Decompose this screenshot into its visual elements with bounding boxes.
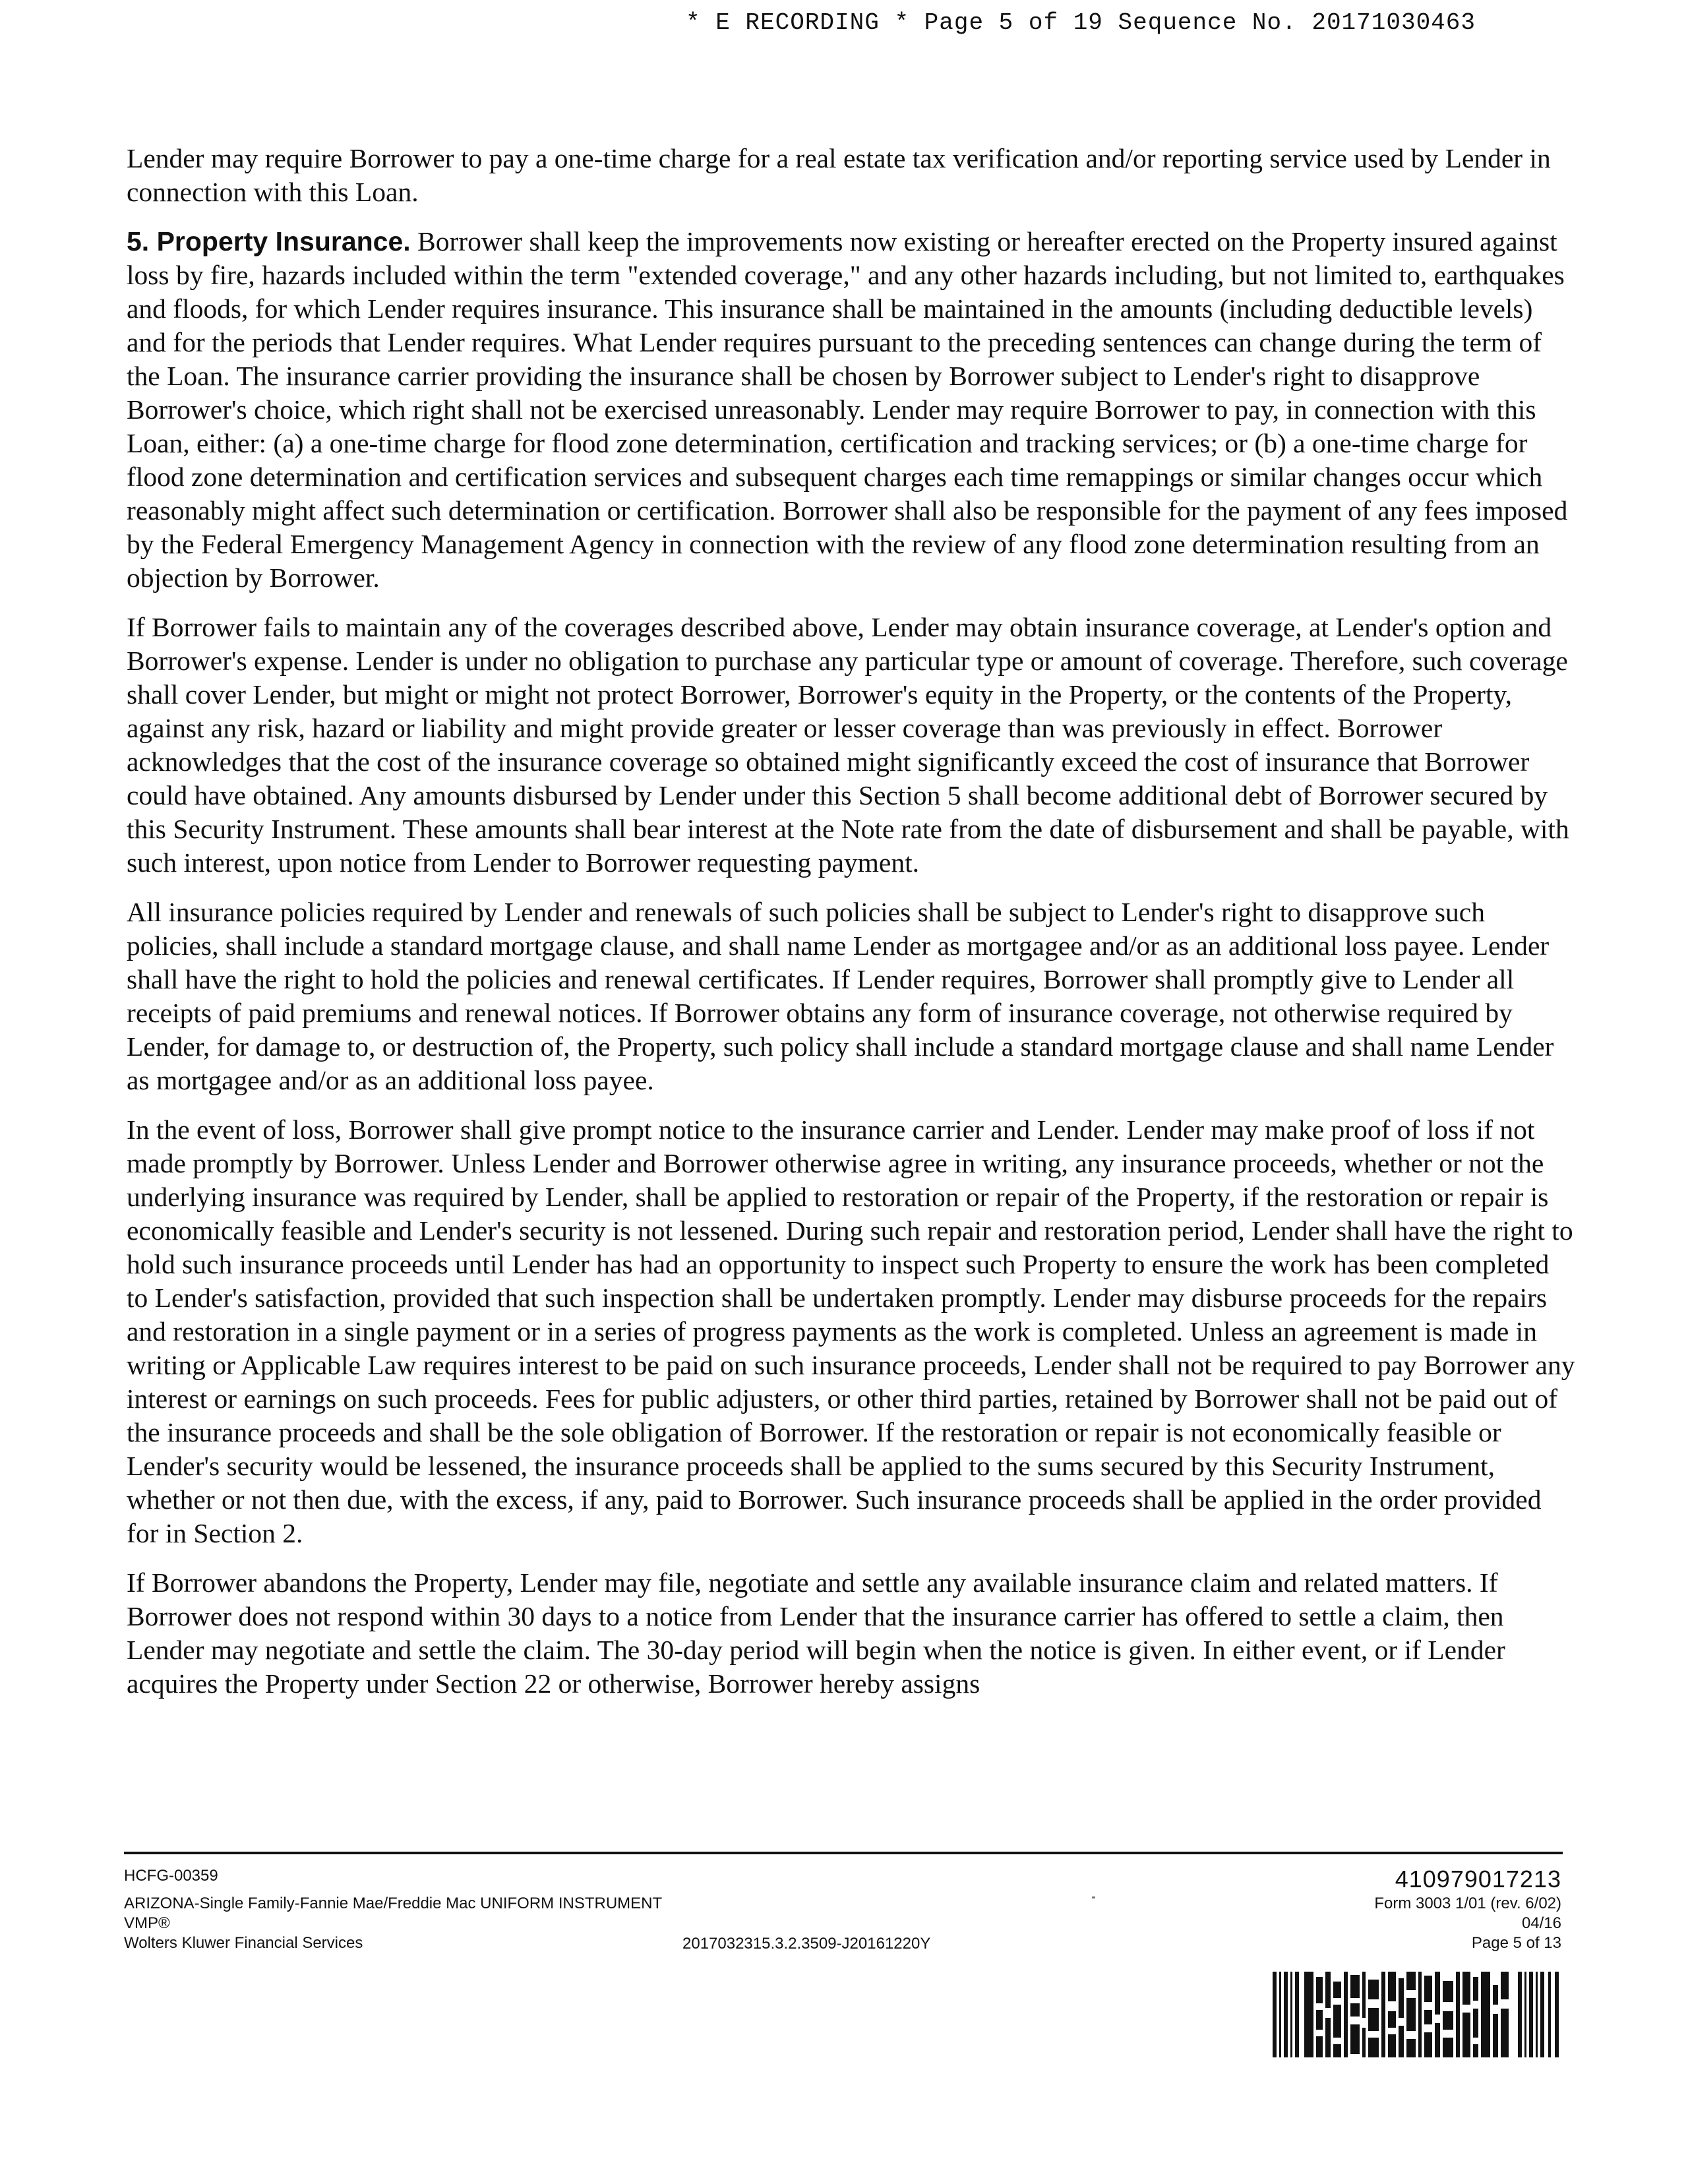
revision-date: 04/16 bbox=[1521, 1914, 1561, 1932]
form-code: HCFG-00359 bbox=[124, 1867, 218, 1885]
footer-divider bbox=[124, 1852, 1563, 1854]
abandonment-paragraph: If Borrower abandons the Property, Lender may file, negotiate and settle any available insurance claim and related matters. If Borrower does not respond within 30 days to a notice from Lender that the insurance carrier has offered to settle a claim, then Lender may negotiate and settle the claim. The 30-day period will begin when the notice is given. In either event, or if Lender acquires the Property under Section 22 or otherwise, Borrower hereby assigns bbox=[127, 1567, 1505, 1699]
intro-paragraph: Lender may require Borrower to pay a one-time charge for a real estate tax verification and/or reporting service used by Lender in connection with this Loan. bbox=[127, 143, 1551, 207]
vmp-label: VMP® bbox=[124, 1914, 170, 1932]
policies-paragraph: All insurance policies required by Lender and renewals of such policies shall be subject to Lender's right to disapprove such policies, shall include a standard mortgage clause, and shall name Lender as mortgagee and/or as an additional loss payee. Lender shall have the right to hold the policies and renewal certificates. If Lender requires, Borrower shall promptly give to Lender all receipts of paid premiums and renewal notices. If Borrower obtains any form of insurance coverage, not otherwise required by Lender, for damage to, or destruction of, the Property, such policy shall include a standard mortgage clause and shall name Lender as mortgagee and/or as an additional loss payee. bbox=[127, 897, 1554, 1095]
section-5-heading: 5. Property Insurance. bbox=[127, 226, 411, 257]
document-id: 2017032315.3.2.3509-J20161220Y bbox=[682, 1935, 931, 1953]
section-5-text: Borrower shall keep the improvements now existing or hereafter erected on the Property insured against loss by fire, hazards included within the term "extended coverage," and any other hazards including, but not limited to, earthquakes and floods, for which Lender requires insurance. This insurance shall be maintained in the amounts (including deductible levels) and for the periods that Lender requires. What Lender requires pursuant to the preceding sentences can change during the term of the Loan. The insurance carrier providing the insurance shall be chosen by Borrower subject to Lender's right to disapprove Borrower's choice, which right shall not be exercised unreasonably. Lender may require Borrower to pay, in connection with this Loan, either: (a) a one-time charge for flood zone determination, certification and tracking services; or (b) a one-time charge for flood zone determination and certification services and subsequent charges each time remappings or similar changes occur which reasonably might affect such determination or certification. Borrower shall also be responsible for the payment of any fees imposed by the Federal Emergency Management Agency in connection with the review of any flood zone determination resulting from an objection by Borrower. bbox=[127, 226, 1568, 593]
coverage-paragraph: If Borrower fails to maintain any of the coverages described above, Lender may obtain insurance coverage, at Lender's option and Borrower's expense. Lender is under no obligation to purchase any particular type or amount of coverage. Therefore, such coverage shall cover Lender, but might or might not protect Borrower, Borrower's equity in the Property, or the contents of the Property, against any risk, hazard or liability and might provide greater or lesser coverage than was previously in effect. Borrower acknowledges that the cost of the insurance coverage so obtained might significantly exceed the cost of insurance that Borrower could have obtained. Any amounts disbursed by Lender under this Section 5 shall become additional debt of Borrower secured by this Security Instrument. These amounts shall bear interest at the Note rate from the date of disbursement and shall be payable, with such interest, upon notice from Lender to Borrower requesting payment. bbox=[127, 612, 1569, 878]
publisher-name: Wolters Kluwer Financial Services bbox=[124, 1934, 363, 1952]
footer-left-block bbox=[124, 1866, 662, 1953]
section-5-paragraph bbox=[127, 225, 1577, 595]
page-label: Page 5 of 13 bbox=[1471, 1934, 1561, 1952]
form-number: Form 3003 1/01 (rev. 6/02) bbox=[1374, 1895, 1561, 1912]
footer-right-block bbox=[1374, 1865, 1561, 1953]
document-body bbox=[127, 142, 1577, 1716]
recording-header: * E RECORDING * Page 5 of 19 Sequence No. 20171030463 bbox=[686, 9, 1476, 36]
scan-speck bbox=[1092, 1896, 1095, 1898]
instrument-title: ARIZONA-Single Family-Fannie Mae/Freddie Mac UNIFORM INSTRUMENT bbox=[124, 1895, 663, 1912]
loss-paragraph: In the event of loss, Borrower shall give prompt notice to the insurance carrier and Lender. Lender may make proof of loss if not made promptly by Borrower. Unless Lender and Borrower otherwise agree in writing, any insurance proceeds, whether or not the underlying insurance was required by Lender, shall be applied to restoration or repair of the Property, if the restoration or repair is economically feasible and Lender's security is not lessened. During such repair and restoration period, Lender shall have the right to hold such insurance proceeds until Lender has had an opportunity to inspect such Property to ensure the work has been completed to Lender's satisfaction, provided that such inspection shall be undertaken promptly. Lender may disburse proceeds for the repairs and restoration in a single payment or in a series of progress payments as the work is completed. Unless an agreement is made in writing or Applicable Law requires interest to be paid on such insurance proceeds, Lender shall not be required to pay Borrower any interest or earnings on such proceeds. Fees for public adjusters, or other third parties, retained by Borrower shall not be paid out of the insurance proceeds and shall be the sole obligation of Borrower. If the restoration or repair is not economically feasible or Lender's security would be lessened, the insurance proceeds shall be applied to the sums secured by this Security Instrument, whether or not then due, with the excess, if any, paid to Borrower. Such insurance proceeds shall be applied in the order provided for in Section 2. bbox=[127, 1114, 1575, 1548]
barcode-icon bbox=[1273, 1972, 1563, 2057]
loan-number: 410979017213 bbox=[1395, 1866, 1561, 1893]
